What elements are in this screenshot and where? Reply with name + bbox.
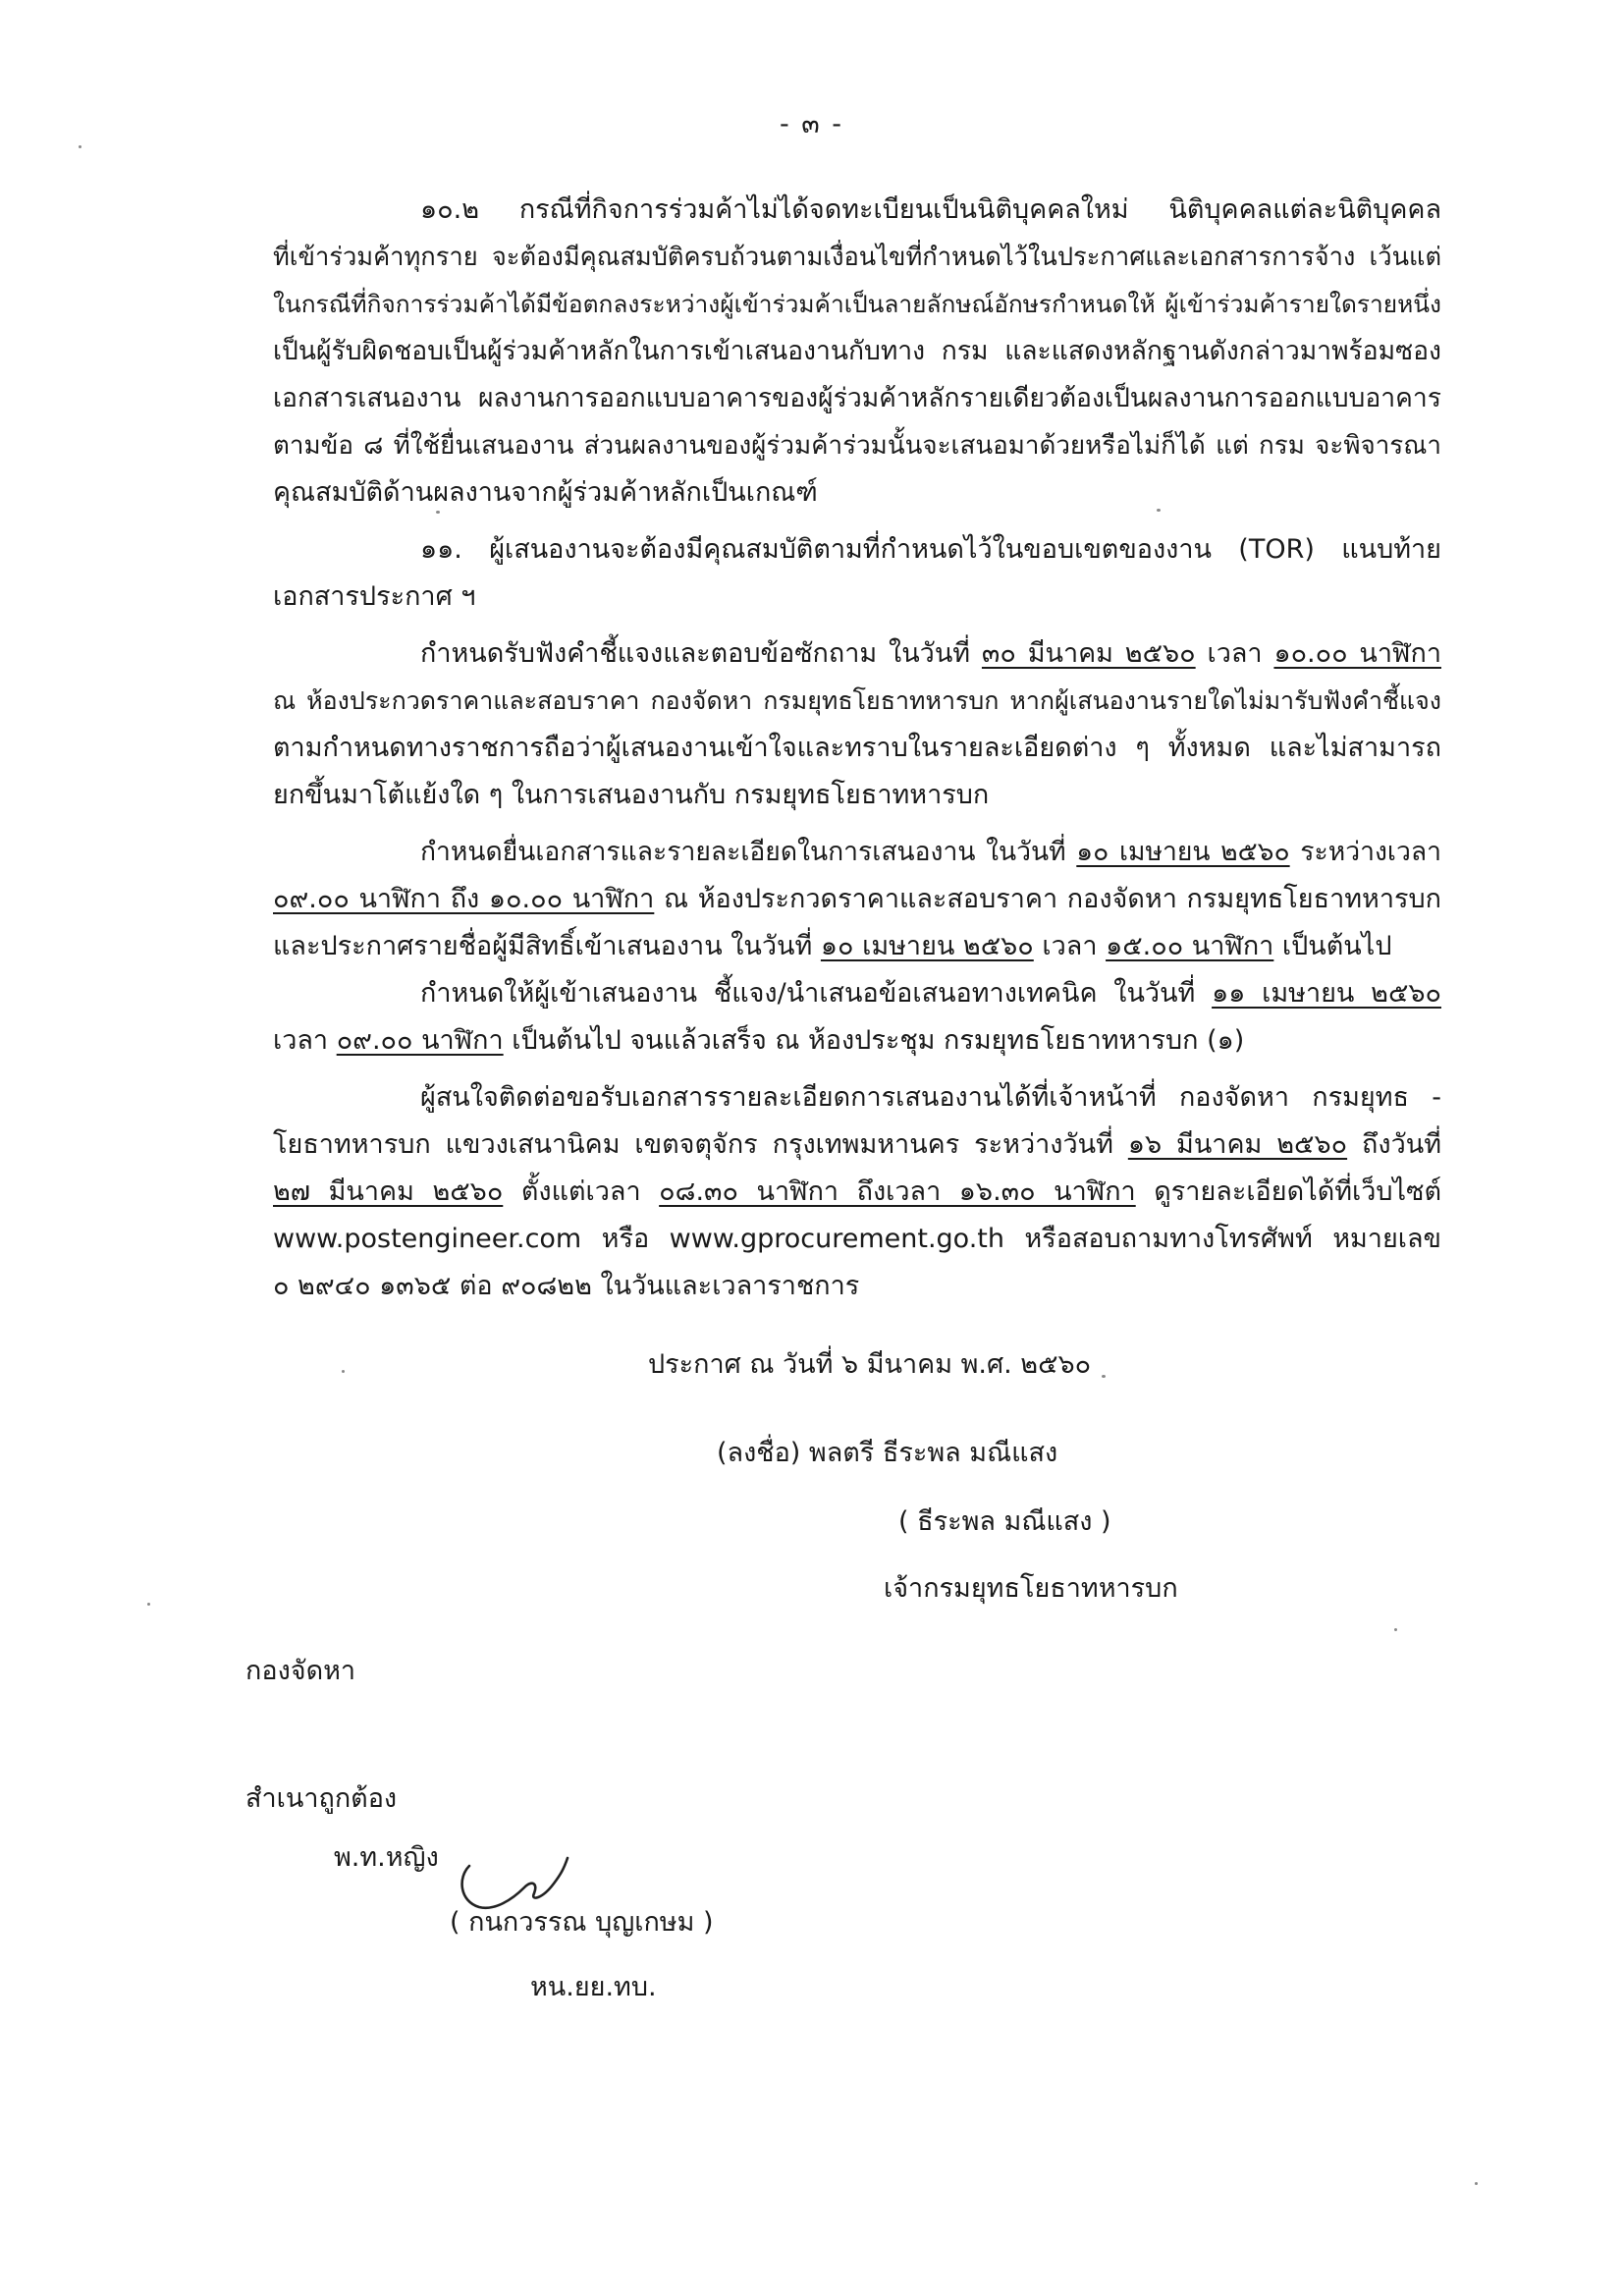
scan-speck: [79, 145, 81, 148]
clarification-time: ๑๐.๐๐ นาฬิกา: [1273, 638, 1441, 669]
paragraph-line: ๐ ๒๙๔๐ ๑๓๖๕ ต่อ ๙๐๘๒๒ ในวันและเวลาราชการ: [273, 1271, 860, 1301]
certifier-rank: พ.ท.หญิง: [334, 1842, 439, 1873]
paragraph-line: กำหนดยื่นเอกสารและรายละเอียดในการเสนองาน ในวันที่ ๑๐ เมษายน ๒๕๖๐ ระหว่างเวลา: [420, 837, 1441, 867]
presentation-date: ๑๑ เมษายน ๒๕๖๐: [1212, 978, 1441, 1009]
scan-speck: [436, 511, 440, 514]
submission-date: ๑๐ เมษายน ๒๕๖๐: [1076, 837, 1290, 867]
clause-11: [273, 526, 1441, 621]
paragraph-line: กำหนดรับฟังคำชี้แจงและตอบข้อซักถาม ในวันที่ ๓๐ มีนาคม ๒๕๖๐ เวลา ๑๐.๐๐ นาฬิกา: [420, 638, 1441, 669]
paragraph-line: เวลา ๐๙.๐๐ นาฬิกา เป็นต้นไป จนแล้วเสร็จ ณ ห้องประชุม กรมยุทธโยธาทหารบก (๑): [273, 1025, 1245, 1056]
contact-start-date: ๑๖ มีนาคม ๒๕๖๐: [1127, 1129, 1348, 1160]
contact-hours: ๐๘.๓๐ นาฬิกา ถึงเวลา ๑๖.๓๐ นาฬิกา: [659, 1176, 1136, 1207]
certifier-unit: หน.ยย.ทบ.: [530, 1972, 657, 2002]
presentation-paragraph: [273, 970, 1441, 1065]
presentation-time: ๐๙.๐๐ นาฬิกา: [336, 1025, 504, 1056]
paragraph-line: และประกาศรายชื่อผู้มีสิทธิ์เข้าเสนองาน ในวันที่ ๑๐ เมษายน ๒๕๖๐ เวลา ๑๕.๐๐ นาฬิกา เป็นต้นไป: [273, 931, 1392, 961]
contact-end-date: ๒๗ มีนาคม ๒๕๖๐: [273, 1176, 504, 1207]
paragraph-line: กำหนดให้ผู้เข้าเสนองาน ชี้แจง/นำเสนอข้อเสนอทางเทคนิค ในวันที่ ๑๑ เมษายน ๒๕๖๐: [420, 978, 1441, 1009]
certifier-name: ( กนกวรรณ บุญเกษม ): [450, 1907, 714, 1938]
scan-speck: [342, 1370, 345, 1373]
announcement-date: ประกาศ ณ วันที่ ๖ มีนาคม พ.ศ. ๒๕๖๐: [648, 1349, 1092, 1380]
contact-paragraph: [273, 1074, 1441, 1310]
paragraph-line: เอกสารประกาศ ฯ: [273, 581, 476, 612]
paragraph-line: ในกรณีที่กิจการร่วมค้าได้มีข้อตกลงระหว่างผู้เข้าร่วมค้าเป็นลายลักษณ์อักษรกำหนดให้ ผู้เข้าร่วมค้ารายใดรายหนึ่ง: [273, 290, 1441, 318]
paragraph-line: เป็นผู้รับผิดชอบเป็นผู้ร่วมค้าหลักในการเข้าเสนองานกับทาง กรม และแสดงหลักฐานดังกล่าวมาพร้อมซอง: [273, 336, 1441, 366]
scan-speck: [1394, 1628, 1397, 1631]
paragraph-line: ณ ห้องประกวดราคาและสอบราคา กองจัดหา กรมยุทธโยธาทหารบก หากผู้เสนองานรายใดไม่มารับฟังคำชี้แจง: [273, 686, 1441, 715]
submission-paragraph: [273, 829, 1441, 970]
submission-time: ๐๙.๐๐ นาฬิกา ถึง ๑๐.๐๐ นาฬิกา: [273, 884, 655, 914]
paragraph-line: ตามกำหนดทางราชการถือว่าผู้เสนองานเข้าใจและทราบในรายละเอียดต่าง ๆ ทั้งหมด และไม่สามารถ: [273, 733, 1441, 763]
department: กองจัดหา: [245, 1656, 356, 1686]
paragraph-line: ๐๙.๐๐ นาฬิกา ถึง ๑๐.๐๐ นาฬิกา ณ ห้องประกวดราคาและสอบราคา กองจัดหา กรมยุทธโยธาทหารบก: [273, 884, 1441, 914]
certified-copy-label: สำเนาถูกต้อง: [245, 1783, 398, 1814]
paragraph-line: ตามข้อ ๘ ที่ใช้ยื่นเสนองาน ส่วนผลงานของผู้ร่วมค้าร่วมนั้นจะเสนอมาด้วยหรือไม่ก็ได้ แต่ กรม จะพิจารณา: [273, 431, 1441, 461]
paragraph-line: www.postengineer.com หรือ www.gprocurement.go.th หรือสอบถามทางโทรศัพท์ หมายเลข: [273, 1224, 1441, 1254]
paragraph-line: คุณสมบัติด้านผลงานจากผู้ร่วมค้าหลักเป็นเกณฑ์: [273, 477, 818, 508]
scan-speck: [1157, 509, 1161, 512]
paragraph-line: ที่เข้าร่วมค้าทุกราย จะต้องมีคุณสมบัติครบถ้วนตามเงื่อนไขที่กำหนดไว้ในประกาศและเอกสารการจ้าง เว้นแต่: [273, 243, 1441, 272]
signer-title: เจ้ากรมยุทธโยธาทหารบก: [884, 1573, 1178, 1604]
page-number: - ๓ -: [779, 109, 844, 139]
scan-speck: [1102, 1375, 1106, 1378]
clarification-paragraph: [273, 630, 1441, 819]
shortlist-date: ๑๐ เมษายน ๒๕๖๐: [820, 931, 1034, 961]
signer-name: ( ธีระพล มณีแสง ): [898, 1506, 1111, 1537]
scan-speck: [147, 1603, 150, 1606]
paragraph-line: ๑๐.๒ กรณีที่กิจการร่วมค้าไม่ได้จดทะเบียนเป็นนิติบุคคลใหม่ นิติบุคคลแต่ละนิติบุคคล: [420, 194, 1441, 225]
clarification-date: ๓๐ มีนาคม ๒๕๖๐: [981, 638, 1196, 669]
signed-line: (ลงชื่อ) พลตรี ธีระพล มณีแสง: [717, 1438, 1058, 1468]
paragraph-line: โยธาทหารบก แขวงเสนานิคม เขตจตุจักร กรุงเทพมหานคร ระหว่างวันที่ ๑๖ มีนาคม ๒๕๖๐ ถึงวันที่: [273, 1129, 1441, 1160]
clause-10-2: [273, 187, 1441, 517]
paragraph-line: ๒๗ มีนาคม ๒๕๖๐ ตั้งแต่เวลา ๐๘.๓๐ นาฬิกา ถึงเวลา ๑๖.๓๐ นาฬิกา ดูรายละเอียดได้ที่เว็บไซต์: [273, 1176, 1441, 1207]
scan-speck: [1475, 2182, 1478, 2185]
paragraph-line: เอกสารเสนองาน ผลงานการออกแบบอาคารของผู้ร่วมค้าหลักรายเดียวต้องเป็นผลงานการออกแบบอาคาร: [273, 383, 1441, 413]
paragraph-line: ยกขึ้นมาโต้แย้งใด ๆ ในการเสนองานกับ กรมยุทธโยธาทหารบก: [273, 780, 990, 810]
document-body: [273, 187, 1441, 1310]
paragraph-line: ผู้สนใจติดต่อขอรับเอกสารรายละเอียดการเสนองานได้ที่เจ้าหน้าที่ กองจัดหา กรมยุทธ -: [420, 1082, 1441, 1113]
paragraph-line: ๑๑. ผู้เสนองานจะต้องมีคุณสมบัติตามที่กำหนดไว้ในขอบเขตของงาน (TOR) แนบท้าย: [420, 534, 1441, 565]
shortlist-time: ๑๕.๐๐ นาฬิกา: [1106, 931, 1274, 961]
